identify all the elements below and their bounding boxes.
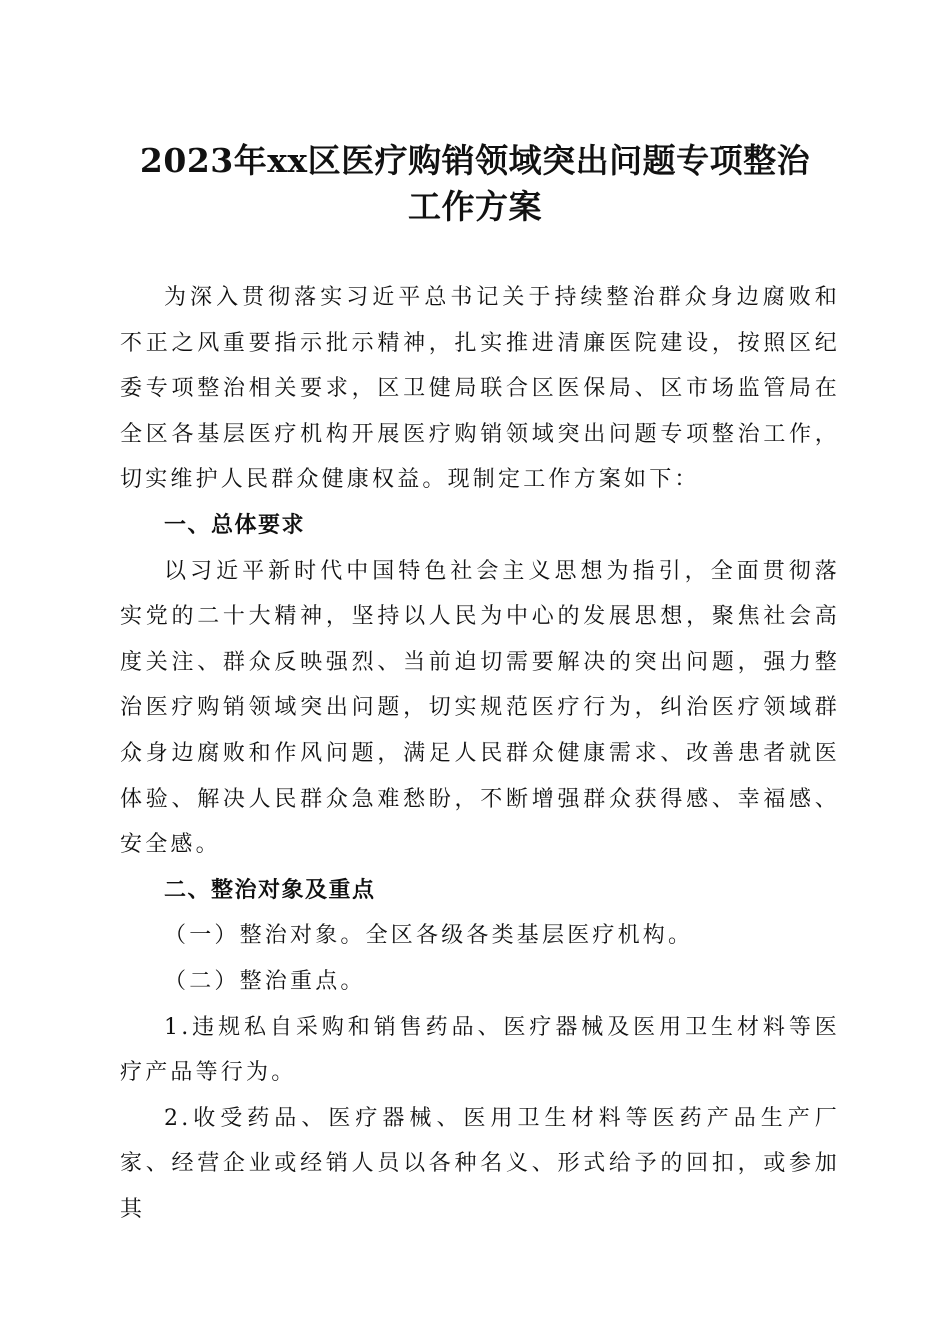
section-2-subsection-2: （二）整治重点。 (164, 968, 366, 994)
intro-paragraph: 为深入贯彻落实习近平总书记关于持续整治群众身边腐败和不正之风重要指示批示精神，扎实推进清廉医院建设，按照区纪委专项整治相关要求，区卫健局联合区医保局、区市场监管局在全区各基层医疗机构开展医疗购销领域突出问题专项整治工作，切实维护人民群众健康权益。现制定工作方案如下： (120, 285, 840, 493)
document-title-line-2: 工作方案 (408, 187, 542, 226)
section-2-subsection-1: （一）整治对象。全区各级各类基层医疗机构。 (164, 923, 694, 949)
document-title-line-1: 2023年xx区医疗购销领域突出问题专项整治 (139, 141, 811, 180)
section-1-heading: 一、总体要求 (164, 512, 306, 538)
section-2-heading: 二、整治对象及重点 (164, 877, 376, 903)
section-1-paragraph: 以习近平新时代中国特色社会主义思想为指引，全面贯彻落实党的二十大精神，坚持以人民为中心的发展思想，聚焦社会高度关注、群众反映强烈、当前迫切需要解决的突出问题，强力整治医疗购销领域突出问题，切实规范医疗行为，纠治医疗领域群众身边腐败和作风问题，满足人民群众健康需求、改善患者就医体验、解决人民群众急难愁盼，不断增强群众获得感、幸福感、安全感。 (120, 558, 840, 858)
list-item-1: 1.违规私自采购和销售药品、医疗器械及医用卫生材料等医疗产品等行为。 (120, 1014, 840, 1086)
list-item-2: 2.收受药品、医疗器械、医用卫生材料等医药产品生产厂家、经营企业或经销人员以各种名义、形式给予的回扣，或参加其 (120, 1105, 840, 1222)
document-body (120, 275, 840, 1232)
